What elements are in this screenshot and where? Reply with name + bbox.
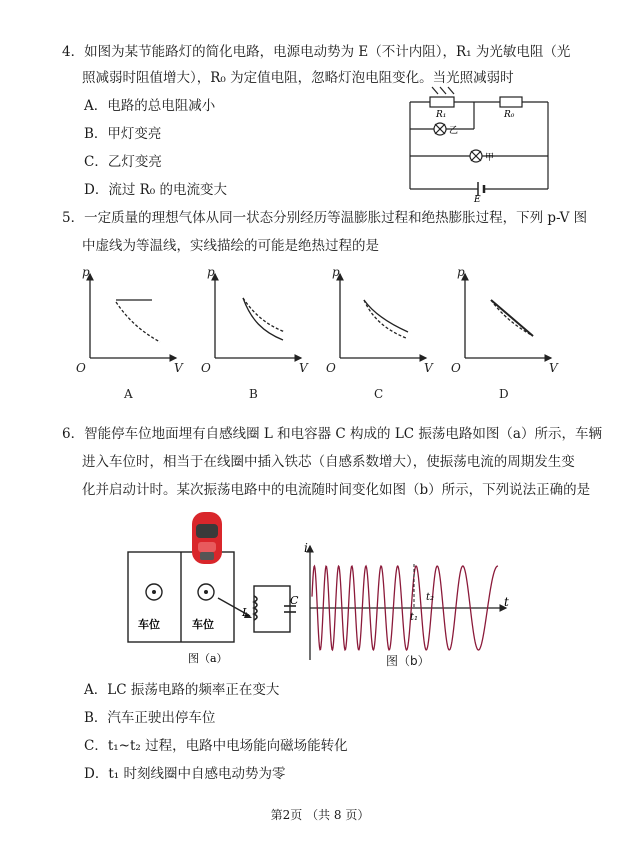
figure-a-caption: 图（a） (188, 652, 228, 665)
figure-a-parking (120, 508, 300, 668)
graph-d-p-label: p (457, 265, 465, 279)
i-label: i (304, 541, 308, 555)
q4-option-a: A．电路的总电阻减小 (84, 98, 216, 114)
figure-b-current-time (300, 540, 520, 670)
q6-stem-line1: 6．智能停车位地面埋有自感线圈 L 和电容器 C 构成的 LC 振荡电路如图（a）所示，车辆 (62, 426, 602, 442)
q6-option-b: B．汽车正驶出停车位 (84, 710, 216, 726)
capacitor-label: C (290, 594, 299, 607)
q6-option-c: C．t₁~t₂ 过程，电路中电场能向磁场能转化 (84, 738, 348, 754)
graph-c-origin: O (326, 361, 336, 375)
t2-label: t₂ (426, 592, 435, 603)
q4-stem-line2: 照减弱时阻值增大），R₀ 为定值电阻，忽略灯泡电阻变化。当光照减弱时 (82, 70, 514, 86)
car-icon (192, 512, 222, 564)
graph-d-caption: D (499, 387, 509, 401)
graph-a-origin: O (76, 361, 86, 375)
graph-b-origin: O (201, 361, 211, 375)
graph-a-caption: A (124, 387, 133, 401)
q6-option-d: D．t₁ 时刻线圈中自感电动势为零 (84, 766, 286, 782)
graph-b-solid-curve (243, 298, 283, 340)
page-footer: 第2页 （共 8 页） (270, 808, 370, 822)
graph-a (90, 274, 176, 358)
graph-a-isotherm (116, 302, 160, 342)
spot-2-label: 车位 (192, 618, 214, 631)
graph-d-origin: O (451, 361, 461, 375)
r0-label: R₀ (504, 110, 515, 120)
lamp-yi-label: 乙 (449, 126, 459, 136)
graph-b-v-label: V (299, 361, 308, 375)
q4-stem-line1: 4．如图为某节能路灯的简化电路，电源电动势为 E（不计内阻），R₁ 为光敏电阻（光 (62, 44, 571, 60)
figure-b-caption: 图（b） (386, 654, 430, 668)
r1-label: R₁ (436, 110, 447, 120)
r0-resistor (500, 97, 522, 107)
q5-stem-line1: 5．一定质量的理想气体从同一状态分别经历等温膨胀过程和绝热膨胀过程，下列 p-V 图 (62, 210, 588, 226)
graph-c-caption: C (374, 387, 384, 401)
graph-c (340, 274, 426, 358)
graph-a-p-label: p (82, 265, 90, 279)
graph-a-v-label: V (174, 361, 183, 375)
q4-circuit-diagram (400, 84, 560, 204)
graph-c-v-label: V (424, 361, 433, 375)
lc-circuit (254, 586, 290, 632)
graph-d (465, 274, 551, 358)
graph-b (215, 274, 301, 358)
t-label: t (504, 595, 509, 609)
graph-b-caption: B (249, 387, 258, 401)
graph-d-solid-curve (491, 300, 533, 336)
inductor-label: L (242, 606, 250, 619)
spot-1-label: 车位 (138, 618, 160, 631)
r1-resistor (430, 97, 454, 107)
graph-c-p-label: p (332, 265, 340, 279)
q5-stem-line2: 中虚线为等温线，实线描绘的可能是绝热过程的是 (82, 238, 379, 254)
q4-option-c: C．乙灯变亮 (84, 154, 162, 170)
q6-stem-line3: 化并启动计时。某次振荡电路中的电流随时间变化如图（b）所示，下列说法正确的是 (82, 482, 591, 498)
q4-option-d: D．流过 R₀ 的电流变大 (84, 182, 227, 198)
q6-option-a: A．LC 振荡电路的频率正在变大 (84, 682, 280, 698)
graph-b-p-label: p (207, 265, 215, 279)
graph-b-isotherm (243, 298, 285, 332)
q5-pv-graphs (60, 262, 580, 406)
t1-label: t₁ (410, 612, 419, 623)
source-label: E (474, 195, 481, 204)
q4-option-b: B．甲灯变亮 (84, 126, 162, 142)
graph-d-v-label: V (549, 361, 558, 375)
lamp-jia-label: 甲 (485, 153, 495, 163)
q6-stem-line2: 进入车位时，相当于在线圈中插入铁芯（自感系数增大），使振荡电流的周期发生变 (82, 454, 575, 470)
